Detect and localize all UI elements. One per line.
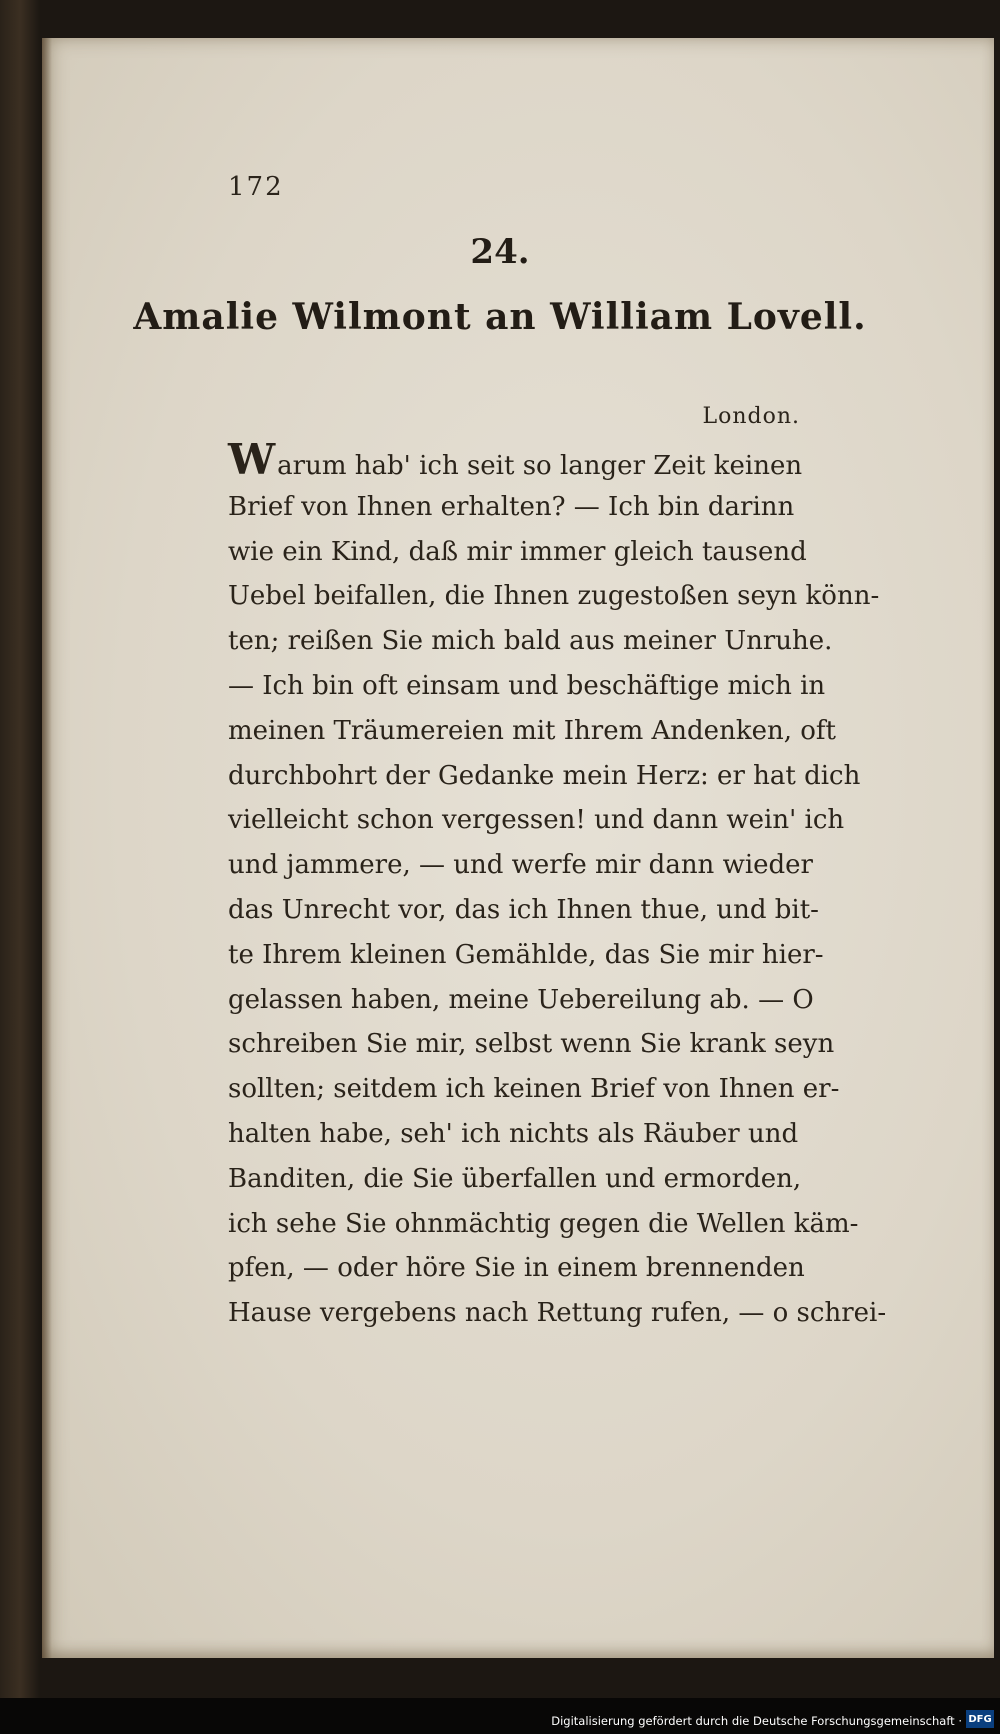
letter-place: London. <box>702 404 800 429</box>
text-line: pfen, — oder höre Sie in einem brennenden <box>228 1253 805 1284</box>
letter-body <box>228 435 887 1336</box>
letter-number: 24. <box>470 232 530 272</box>
text-line: schreiben Sie mir, selbst wenn Sie krank seyn <box>228 1029 835 1060</box>
dfg-logo: DFG <box>966 1710 994 1728</box>
letter-title: Amalie Wilmont an William Lovell. <box>133 296 867 338</box>
text-line: te Ihrem kleinen Gemählde, das Sie mir hier- <box>228 939 824 970</box>
text-line: halten habe, seh' ich nichts als Räuber und <box>228 1118 799 1149</box>
spine-shadow <box>42 38 52 1658</box>
text-line: vielleicht schon vergessen! und dann wein' ich <box>228 805 845 836</box>
text-line <box>228 435 840 485</box>
text-line: Hause vergebens nach Rettung rufen, — o schrei- <box>228 1298 887 1329</box>
text-line: Banditen, die Sie überfallen und ermorden, <box>228 1163 802 1194</box>
text-line: durchbohrt der Gedanke mein Herz: er hat dich <box>228 760 861 791</box>
first-line-content <box>228 435 803 485</box>
text-line: wie ein Kind, daß mir immer gleich tausend <box>228 536 807 567</box>
text-line: gelassen haben, meine Uebereilung ab. — O <box>228 984 814 1015</box>
text-line: — Ich bin oft einsam und beschäftige mich in <box>228 670 826 701</box>
text-line: ten; reißen Sie mich bald aus meiner Unruhe. <box>228 626 833 657</box>
text-line: ich sehe Sie ohnmächtig gegen die Wellen käm- <box>228 1208 859 1239</box>
text-line: Uebel beifallen, die Ihnen zugestoßen seyn könn- <box>228 581 880 612</box>
footer-credit: Digitalisierung gefördert durch die Deutsche Forschungsgemeinschaft · <box>551 1714 962 1728</box>
text-line: Brief von Ihnen erhalten? — Ich bin darinn <box>228 491 795 522</box>
first-line-rest: arum hab' ich seit so langer Zeit keinen <box>277 451 803 481</box>
page-number: 172 <box>228 172 284 202</box>
text-line: und jammere, — und werfe mir dann wieder <box>228 850 813 881</box>
text-line: sollten; seitdem ich keinen Brief von Ihnen er- <box>228 1074 840 1105</box>
dropcap: W <box>228 435 276 484</box>
text-line: meinen Träumereien mit Ihrem Andenken, oft <box>228 715 836 746</box>
text-line: das Unrecht vor, das ich Ihnen thue, und bit- <box>228 894 819 925</box>
